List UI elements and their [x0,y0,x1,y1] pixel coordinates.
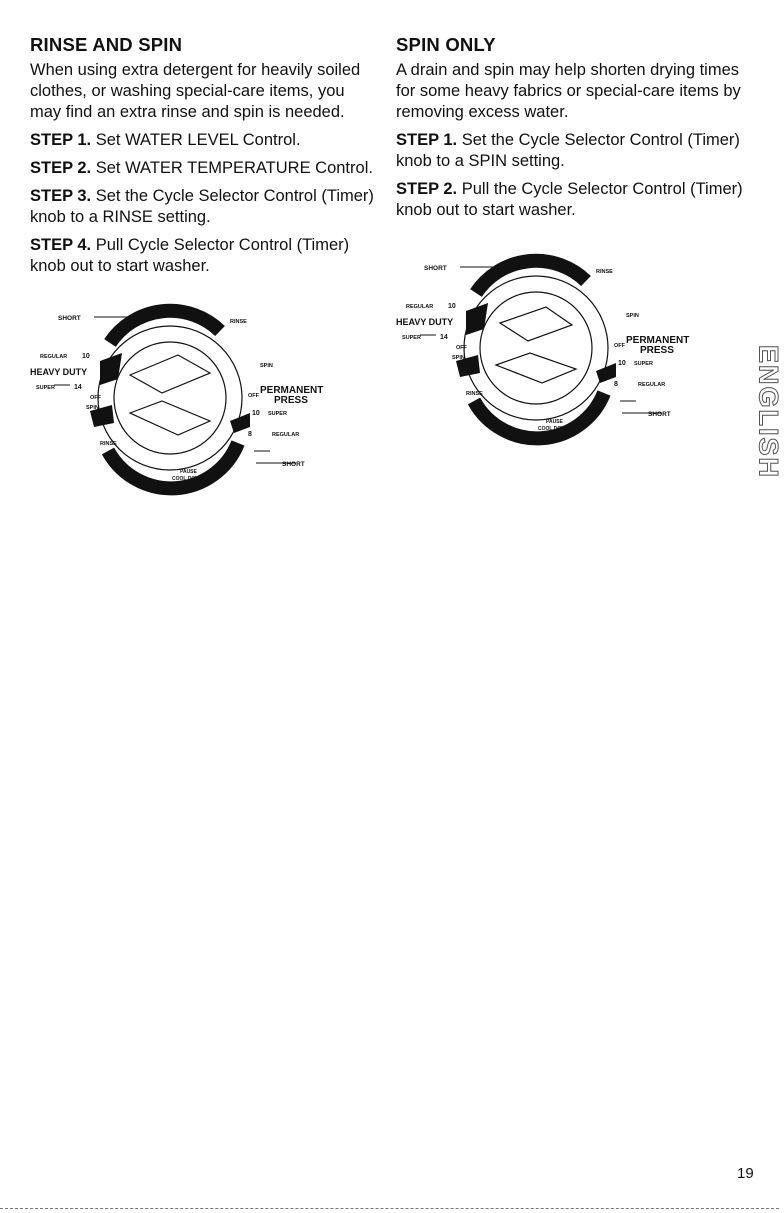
rinse-and-spin-heading: RINSE AND SPIN [30,34,183,55]
dial-label-10: 10 [82,353,90,360]
rinse-step-3 [30,186,378,228]
dial-label-heavy-duty: HEAVY DUTY [30,367,88,377]
dial-label-press: PRESS [640,345,674,356]
dial-label-regular: REGULAR [406,304,434,310]
step-text: Pull Cycle Selector Control (Timer) knob out to start washer. [30,236,350,275]
spin-step-1 [396,130,744,172]
dial-label-8: 8 [248,431,252,438]
dial-label-4-bottom: 4 [596,408,601,417]
dial-label-regular: REGULAR [40,354,68,360]
dial-label-short: SHORT [58,315,81,322]
dial-label-spin: SPIN [626,313,639,319]
step-label: STEP 2. [30,159,92,177]
dial-label-10-right: 10 [618,360,626,367]
dial-label-4: 4 [516,263,521,272]
step-text: Set WATER TEMPERATURE Control. [95,159,373,177]
dial-label-off-left: OFF [456,345,467,351]
rinse-step-2 [30,158,378,179]
dial-label-off-left: OFF [90,395,101,401]
rinse-and-spin-intro: When using extra detergent for heavily soiled clothes, or washing special-care items, you may find an extra rinse and spin is needed. [30,61,361,121]
spin-only-heading: SPIN ONLY [396,34,496,55]
step-text: Pull the Cycle Selector Control (Timer) knob out to start washer. [396,180,743,219]
spin-only-intro: A drain and spin may help shorten drying times for some heavy fabrics or special-care items by removing excess water. [396,61,741,121]
dial-label-10-right: 10 [252,410,260,417]
dial-label-cool-down: COOL DOWN [538,426,570,432]
dial-label-super-right: SUPER [634,361,653,367]
dial-label-off-right: OFF [614,343,625,349]
step-label: STEP 3. [30,187,92,205]
dial-label-pause: PAUSE [546,419,563,425]
dial-label-press: PRESS [274,395,308,406]
step-label: STEP 4. [30,236,92,254]
dial-label-off-right: OFF [248,393,259,399]
dial-label-spin-left: SPIN [86,405,99,411]
step-text: Set the Cycle Selector Control (Timer) knob to a RINSE setting. [30,187,374,226]
language-side-tab [753,318,784,506]
dial-label-cool-down: COOL DOWN [172,476,204,482]
dial-label-14: 14 [440,334,448,341]
dial-label-regular-right: REGULAR [638,382,666,388]
dial-label-short-bottom: SHORT [282,461,305,468]
spin-step-2 [396,179,744,221]
dial-label-spin-left: SPIN [452,355,465,361]
dial-label-heavy-duty: HEAVY DUTY [396,317,454,327]
dial-label-short-bottom: SHORT [648,411,671,418]
dial-label-14: 14 [74,384,82,391]
rinse-step-4 [30,235,378,277]
step-label: STEP 1. [30,131,92,149]
dial-label-super: SUPER [402,335,421,341]
dial-label-4: 4 [150,313,155,322]
step-label: STEP 1. [396,131,458,149]
step-text: Set the Cycle Selector Control (Timer) knob to a SPIN setting. [396,131,740,170]
page-bottom-rule [0,1208,779,1209]
rinse-and-spin-section [30,34,378,488]
dial-label-rinse: RINSE [596,269,613,275]
dial-label-spin: SPIN [260,363,273,369]
dial-label-pause: PAUSE [180,469,197,475]
dial-label-rinse-bottom: RINSE [466,391,483,397]
dial-label-permanent: PERMANENT [626,335,690,346]
spin-dial-illustration [396,243,696,438]
dial-label-10: 10 [448,303,456,310]
rinse-step-1 [30,130,378,151]
dial-label-super: SUPER [36,385,55,391]
spin-only-section [396,34,744,438]
dial-label-short: SHORT [424,265,447,272]
step-label: STEP 2. [396,180,458,198]
dial-label-rinse: RINSE [230,319,247,325]
dial-label-rinse-bottom: RINSE [100,441,117,447]
page-number: 19 [737,1165,754,1182]
dial-label-super-right: SUPER [268,411,287,417]
dial-label-8: 8 [614,381,618,388]
dial-label-regular-right: REGULAR [272,432,300,438]
dial-label-4-bottom: 4 [230,458,235,467]
dial-label-permanent: PERMANENT [260,385,324,396]
step-text: Set WATER LEVEL Control. [95,131,301,149]
language-tab-label: ENGLISH [753,344,784,480]
rinse-dial-illustration [30,293,330,488]
